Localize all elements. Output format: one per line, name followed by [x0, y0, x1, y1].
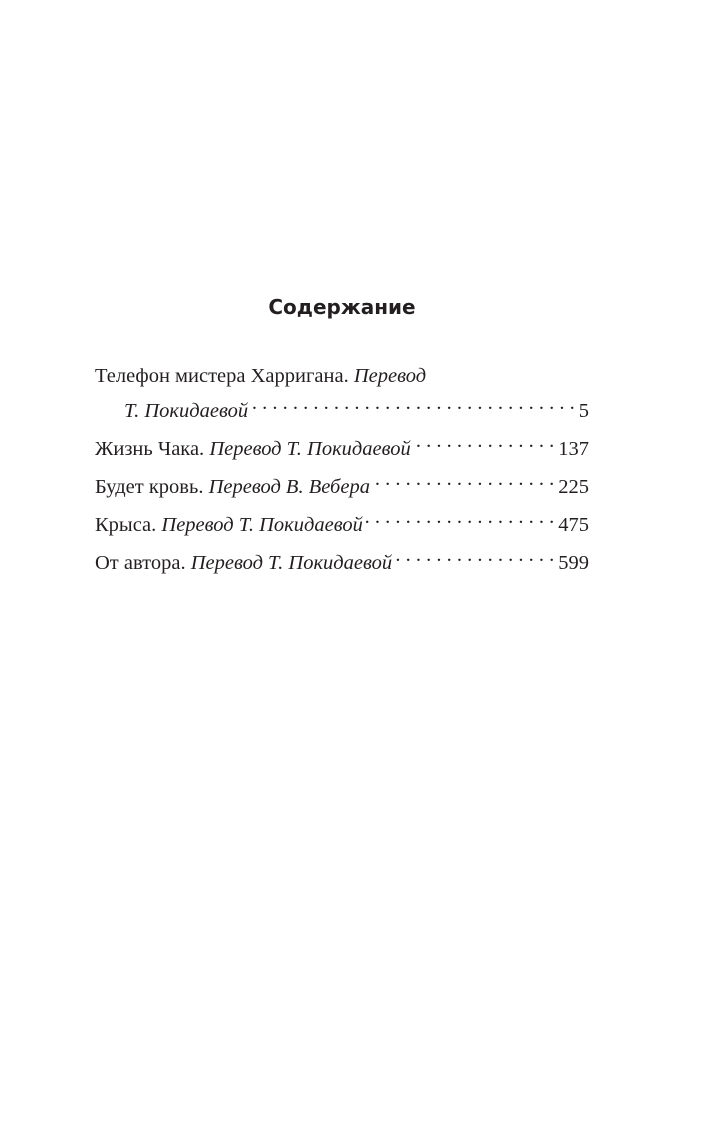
dot-leader [248, 390, 579, 417]
dot-leader [363, 504, 558, 531]
entry-translator: Перевод [353, 365, 427, 387]
entry-page-number: 475 [558, 514, 589, 536]
dot-leader [370, 466, 558, 493]
table-of-contents [95, 363, 589, 574]
dot-leader [392, 542, 558, 569]
toc-entry-chuck[interactable] [95, 428, 589, 460]
toc-entry-line [95, 363, 589, 390]
toc-entry-line [95, 466, 589, 498]
entry-translator: Перевод В. Вебера [208, 476, 370, 498]
toc-entry-line [95, 542, 589, 574]
toc-entry-rat[interactable] [95, 504, 589, 536]
toc-entry-line [95, 504, 589, 536]
toc-entry-blood[interactable] [95, 466, 589, 498]
toc-heading: Содержание [268, 295, 416, 319]
toc-entry-harrigan[interactable] [95, 363, 589, 422]
entry-title: Телефон мистера Харригана. [95, 365, 349, 387]
entry-title: От автора. [95, 552, 186, 574]
dot-leader [411, 428, 558, 455]
entry-translator-continued: Т. Покидаевой [124, 400, 249, 422]
entry-translator: Перевод Т. Покидаевой [209, 438, 411, 460]
entry-title: Крыса. [95, 514, 157, 536]
entry-page-number: 137 [558, 438, 589, 460]
entry-translator: Перевод Т. Покидаевой [190, 552, 393, 574]
entry-page-number: 599 [558, 552, 589, 574]
entry-title: Жизнь Чака. [95, 438, 205, 460]
entry-page-number: 5 [578, 400, 589, 422]
entry-page-number: 225 [558, 476, 589, 498]
entry-translator: Перевод Т. Покидаевой [161, 514, 363, 536]
toc-entry-line-continued [95, 390, 589, 422]
toc-entry-line [95, 428, 589, 460]
entry-title: Будет кровь. [95, 476, 204, 498]
toc-entry-author[interactable] [95, 542, 589, 574]
